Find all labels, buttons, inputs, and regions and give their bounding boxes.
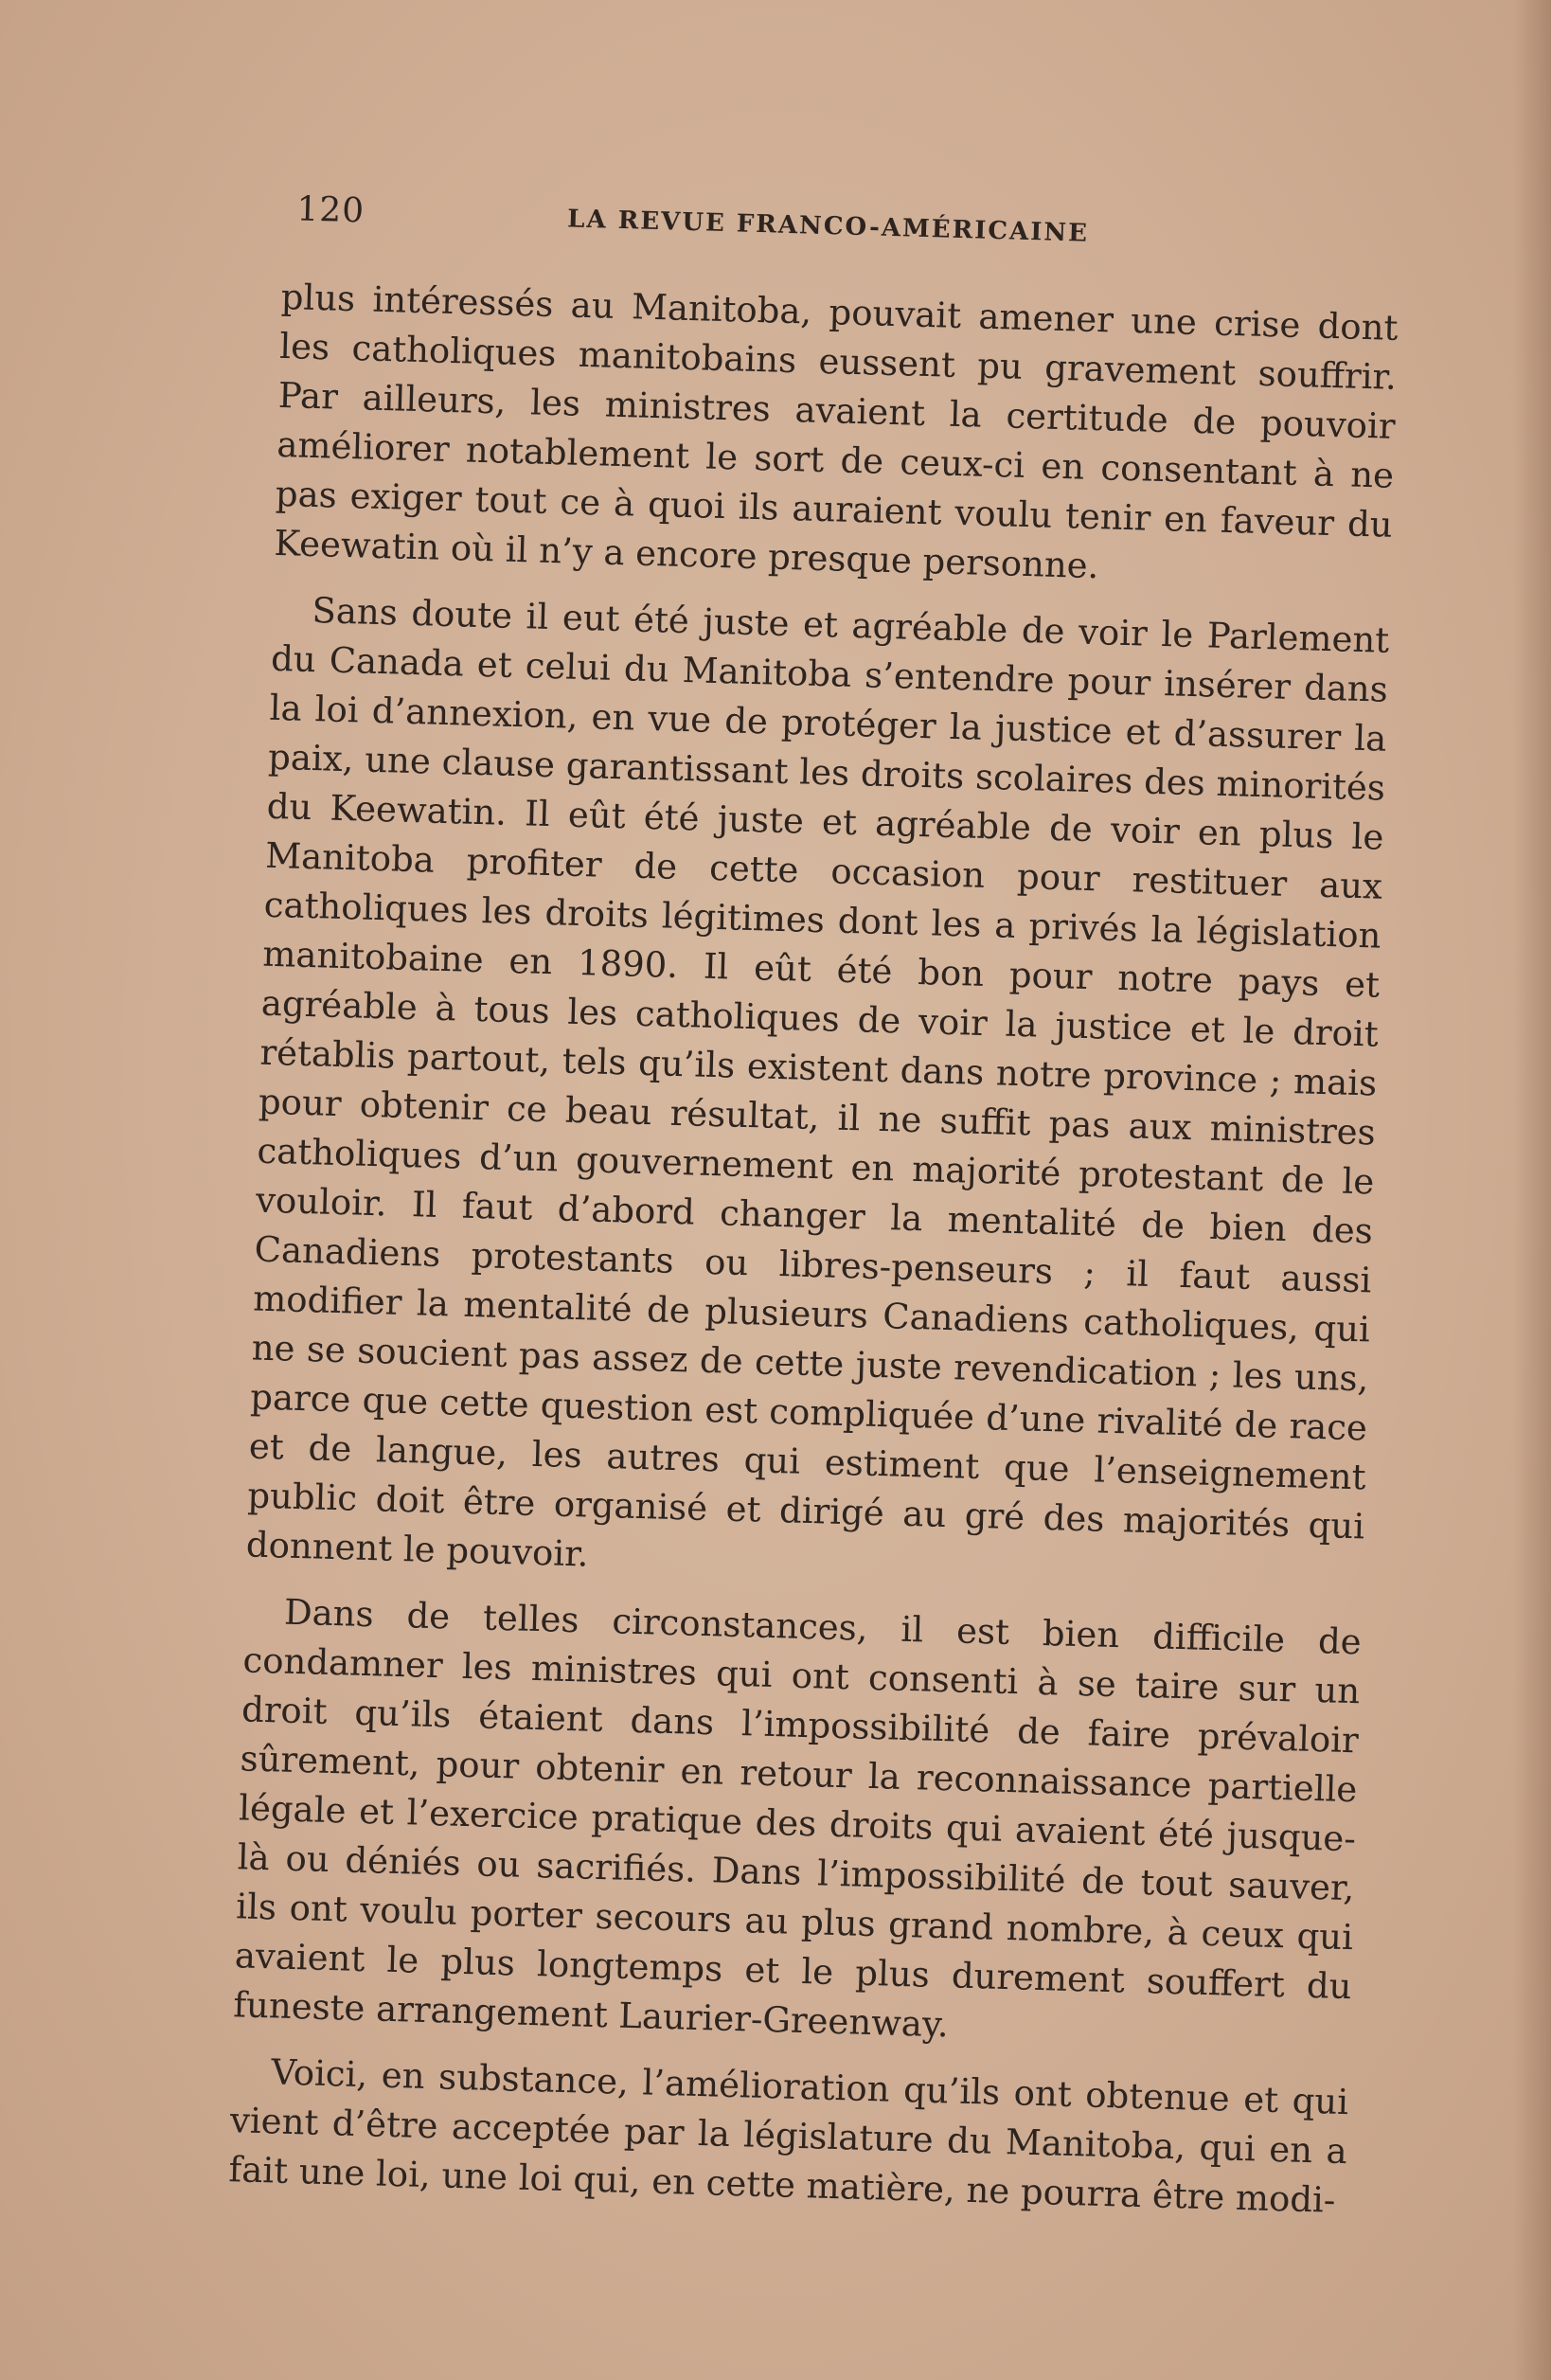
paragraph: Dans de telles circonstances, il est bien difficile de condamner les ministres qui ont consenti à se taire sur un droit qu’ils étaient dans l’impossibilité de faire prévaloir sûrement, pour obtenir en retour la reconnaissance partielle légale et l’exercice pratique des droits qui avaient été jusque-là ou déniés ou sacrifiés. Dans l’impossibilité de tout sauver, ils ont voulu porter secours au plus grand nombre, à ceux qui avaient le plus longtemps et le plus durement souffert du funeste arrangement Laurier-Greenway. <box>232 1591 1363 2046</box>
page-text-block <box>227 189 1400 2243</box>
paragraph-continued: plus intéressés au Manitoba, pouvait amener une crise dont les catholiques manitobains eussent pu gravement souffrir. Par ailleurs, les ministres avaient la certitude de pouvoir améliorer notablement le sort de ceux-ci en consentant à ne pas exiger tout ce à quoi ils auraient voulu tenir en faveur du Keewatin où il n’y a encore presque personne. <box>273 276 1399 587</box>
paragraph: Sans doute il eut été juste et agréable de voir le Parlement du Canada et celui du Manitoba s’entendre pour insérer dans la loi d’annexion, en vue de protéger la justice et d’assurer la paix, une clause garantissant les droits scolaires des minorités du Keewatin. Il eût été juste et agréable de voir en plus le Manitoba profiter de cette occasion pour restituer aux catholiques les droits légitimes dont les a privés la législation manitobaine en 1890. Il eût été bon pour notre pays et agréable à tous les catholiques de voir la justice et le droit rétablis partout, tels qu’ils existent dans notre province ; mais pour obtenir ce beau résultat, il ne suffit pas aux ministres catholiques d’un gouvernement en majorité protestant de le vouloir. Il faut d’abord changer la mentalité de bien des Canadiens protestants ou libres-penseurs ; il faut aussi modifier la mentalité de plusieurs Canadiens catholiques, qui ne se soucient pas assez de cette juste revendication ; les uns, parce que cette question est compliquée d’une rivalité de race et de langue, les autres qui estiment que l’enseignement public doit être organisé et dirigé au gré des majorités qui donnent le pouvoir. <box>245 590 1390 1575</box>
paragraph: Voici, en substance, l’amélioration qu’ils ont obtenue et qui vient d’être acceptée par la législature du Manitoba, qui en a fait une loi, une loi qui, en cette matière, ne pourra être modi- <box>228 2051 1349 2221</box>
page-edge-shadow <box>1513 0 1551 2380</box>
journal-title: LA REVUE FRANCO-AMÉRICAINE <box>566 205 1090 248</box>
page-number: 120 <box>295 189 365 231</box>
running-header <box>282 189 1400 287</box>
